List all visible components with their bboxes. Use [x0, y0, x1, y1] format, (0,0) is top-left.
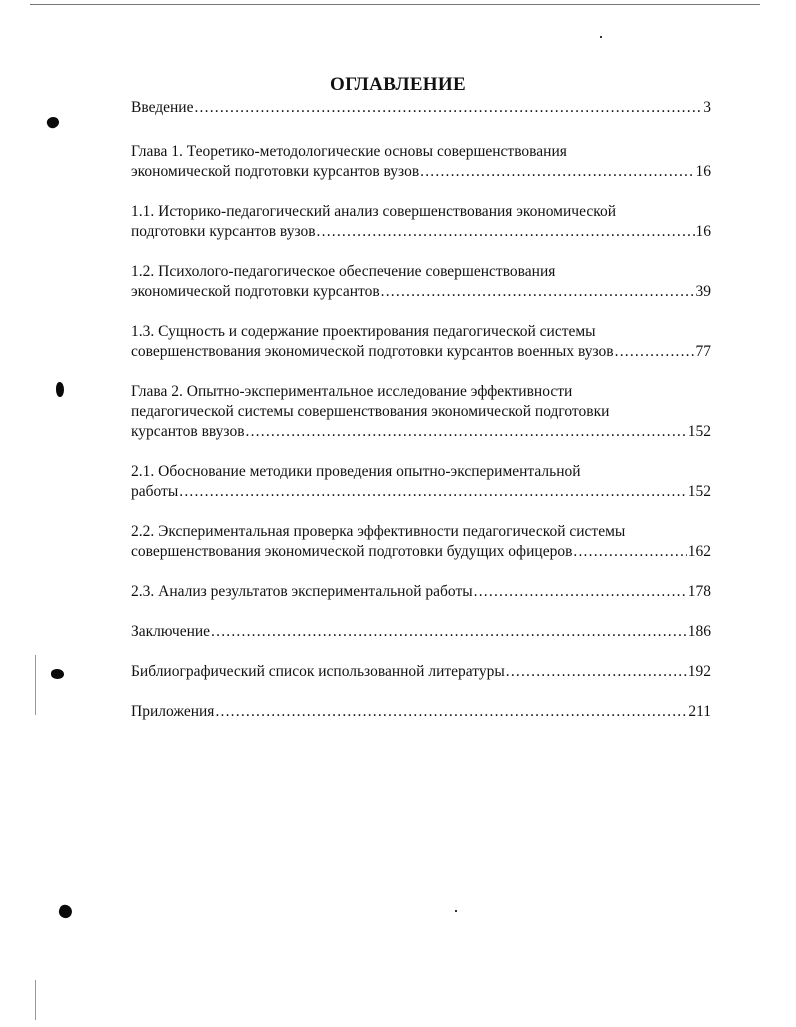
toc-page-number: 16 — [695, 223, 711, 240]
toc-page-number: 152 — [687, 483, 711, 500]
toc-entry — [131, 202, 711, 242]
toc-page-number: 3 — [703, 99, 711, 116]
scan-edge-line — [35, 655, 36, 715]
dot-leader — [246, 422, 687, 442]
scan-mark — [56, 382, 64, 397]
scan-mark — [45, 115, 61, 130]
toc-entry-title-line: Глава 2. Опытно-экспериментальное исследование эффективности — [131, 383, 573, 400]
toc-entry — [131, 662, 711, 682]
toc-entry-title-line: курсантов ввузов — [131, 423, 245, 440]
toc-entry — [131, 98, 711, 118]
toc-entry — [131, 462, 711, 502]
toc-entry — [131, 142, 711, 182]
toc-page-number: 16 — [695, 163, 711, 180]
toc-entry-last-line — [131, 162, 711, 182]
toc-entry-title-line: педагогической системы совершенствования экономической подготовки — [131, 403, 610, 420]
dot-leader — [474, 582, 687, 602]
toc-entry-last-line — [131, 582, 711, 602]
toc-entry-title-line: Библиографический список использованной литературы — [131, 663, 505, 680]
scan-mark — [51, 669, 64, 679]
toc-entry-title-line: экономической подготовки курсантов вузов — [131, 163, 420, 180]
toc-page-number: 178 — [687, 583, 711, 600]
toc-entry-last-line — [131, 702, 711, 722]
toc-entry-last-line — [131, 282, 711, 302]
dot-leader — [215, 702, 687, 722]
toc-entry-title-line: Заключение — [131, 623, 211, 640]
dot-leader — [179, 482, 687, 502]
toc-entry-last-line — [131, 98, 711, 118]
scan-speck — [455, 910, 457, 912]
toc-entry-last-line — [131, 342, 711, 362]
toc-entry-title-line: 2.1. Обоснование методики проведения опытно-экспериментальной — [131, 463, 581, 480]
scan-edge-line — [35, 980, 36, 1020]
toc-entry-title-line: работы — [131, 483, 179, 500]
toc-page-number: 39 — [695, 283, 711, 300]
dot-leader — [211, 622, 687, 642]
toc-entry-title-line: Глава 1. Теоретико-методологические основы совершенствования — [131, 143, 567, 160]
toc-entry-title-line: 1.1. Историко-педагогический анализ совершенствования экономической — [131, 203, 617, 220]
toc-entry-title-line: 1.3. Сущность и содержание проектирования педагогической системы — [131, 323, 596, 340]
dot-leader — [194, 98, 702, 118]
toc-entry-last-line — [131, 482, 711, 502]
scan-mark — [57, 903, 74, 920]
toc-entry-title-line: совершенствования экономической подготовки будущих офицеров — [131, 543, 573, 560]
toc-entry-last-line — [131, 662, 711, 682]
toc-entry — [131, 522, 711, 562]
toc-entry-title-line: экономической подготовки курсантов — [131, 283, 380, 300]
scan-speck — [600, 36, 602, 38]
dot-leader — [420, 162, 694, 182]
toc-entry — [131, 622, 711, 642]
toc-entry — [131, 702, 711, 722]
toc-entry-last-line — [131, 422, 711, 442]
toc-entry-title-line: Приложения — [131, 703, 215, 720]
toc-page-number: 211 — [688, 703, 711, 720]
toc-page-number: 186 — [687, 623, 711, 640]
dot-leader — [317, 222, 695, 242]
toc-entry-title-line: 2.2. Экспериментальная проверка эффективности педагогической системы — [131, 523, 626, 540]
top-edge-rule — [30, 4, 760, 5]
toc-entry-last-line — [131, 542, 711, 562]
toc-entry — [131, 322, 711, 362]
toc-entry — [131, 262, 711, 302]
toc-entry-title-line: 1.2. Психолого-педагогическое обеспечение совершенствования — [131, 263, 556, 280]
toc-page-number: 192 — [687, 663, 711, 680]
toc-entry-title-line: совершенствования экономической подготовки курсантов военных вузов — [131, 343, 614, 360]
toc-page-number: 162 — [687, 543, 711, 560]
toc-entry — [131, 582, 711, 602]
dot-leader — [615, 342, 695, 362]
toc-page-number: 77 — [695, 343, 711, 360]
toc-entry — [131, 382, 711, 442]
toc-entry-title-line: подготовки курсантов вузов — [131, 223, 316, 240]
toc-page-number: 152 — [687, 423, 711, 440]
dot-leader — [573, 542, 686, 562]
toc-entry-title-line: Введение — [131, 99, 194, 116]
dot-leader — [506, 662, 687, 682]
page-title: ОГЛАВЛЕНИЕ — [330, 74, 466, 95]
toc-entry-last-line — [131, 222, 711, 242]
toc-entry-title-line: 2.3. Анализ результатов экспериментальной работы — [131, 583, 473, 600]
toc-entry-last-line — [131, 622, 711, 642]
dot-leader — [381, 282, 695, 302]
